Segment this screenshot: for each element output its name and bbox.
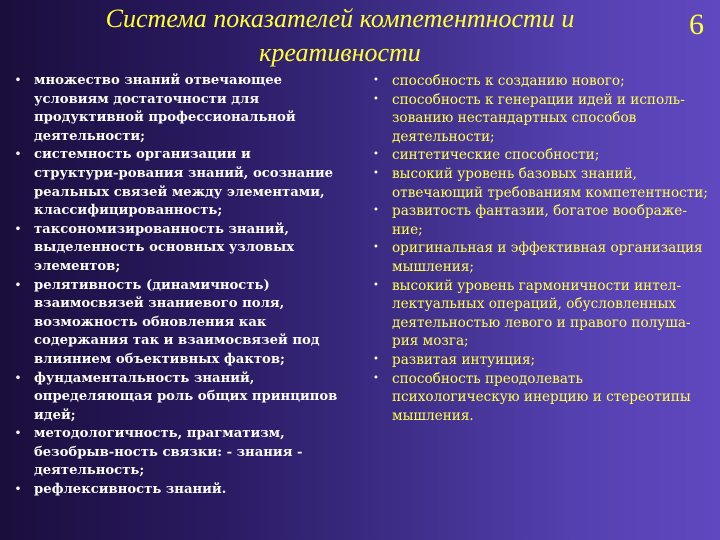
bullet-icon: • <box>373 353 379 365</box>
creativity-item <box>366 165 714 202</box>
bullet-icon: • <box>373 75 379 86</box>
creativity-list <box>366 72 714 425</box>
creativity-item <box>366 72 714 91</box>
competence-item-text: методологичность, прагматизм, безобрыв-ность связки: - знания - деятельность; <box>34 426 303 479</box>
creativity-item <box>366 351 714 370</box>
bullet-icon: • <box>14 484 22 496</box>
creativity-item <box>366 146 714 165</box>
creativity-item <box>366 91 714 147</box>
competence-item-text: фундаментальность знаний, определяющая роль общих принципов идей; <box>34 370 338 423</box>
creativity-item-text: высокий уровень базовых знаний, отвечающий требованиям компетентности; <box>392 165 708 201</box>
bullet-icon: • <box>373 205 379 217</box>
bullet-icon: • <box>373 167 379 179</box>
bullet-icon: • <box>14 75 22 86</box>
bullet-icon: • <box>373 93 379 105</box>
bullet-icon: • <box>373 372 379 384</box>
creativity-item-text: оригинальная и эффективная организация мышления; <box>392 240 703 275</box>
creativity-item-text: способность преодолевать психологическую инерцию и стереотипы мышления. <box>392 370 691 424</box>
competence-item-text: таксономизированность знаний, выделенность основных узловых элементов; <box>34 221 295 274</box>
creativity-item-text: высокий уровень гармоничности интел-лектуальных операций, обусловленных деятельностью левого и правого полуша-рия мозга; <box>392 277 691 350</box>
competence-item <box>8 72 338 146</box>
creativity-item-text: способность к созданию нового; <box>392 73 625 89</box>
competence-item <box>8 146 338 220</box>
bullet-icon: • <box>14 149 22 161</box>
bullet-icon: • <box>14 372 22 384</box>
bullet-icon: • <box>373 149 379 161</box>
creativity-item-text: развитая интуиция; <box>392 351 536 368</box>
competence-item <box>8 370 338 426</box>
bullet-icon: • <box>14 223 22 235</box>
creativity-item <box>366 370 714 426</box>
competence-item <box>8 221 338 277</box>
competence-item <box>8 425 338 481</box>
competence-item <box>8 277 338 370</box>
competence-list <box>8 72 338 500</box>
bullet-icon: • <box>373 242 379 254</box>
creativity-item <box>366 202 714 239</box>
slide-title: Система показателей компетентности и креативности <box>105 4 575 67</box>
creativity-item-text: способность к генерации идей и исполь-зованию нестандартных способов деятельности; <box>392 91 685 145</box>
creativity-item <box>366 239 714 276</box>
competence-item <box>8 481 338 500</box>
competence-item-text: релятивность (динамичность) взаимосвязей знаниевого поля, возможность обновления как содержания так и взаимосвязей под влиянием объективных фактов; <box>34 277 320 367</box>
creativity-item <box>366 277 714 351</box>
competence-item-text: множество знаний отвечающее условиям достаточности для продуктивной профессиональной деятельности; <box>34 73 296 144</box>
competence-item-text: рефлексивность знаний. <box>34 482 227 498</box>
creativity-item-text: синтетические способности; <box>392 147 600 164</box>
bullet-icon: • <box>14 279 22 291</box>
bullet-icon: • <box>373 279 379 291</box>
creativity-item-text: развитость фантазии, богатое воображе-ние; <box>392 203 687 238</box>
bullet-icon: • <box>14 428 22 440</box>
slide-number: 6 <box>689 8 704 41</box>
competence-item-text: системность организации и структури-рования знаний, осознание реальных связей между элементами, классифицированность; <box>34 147 334 219</box>
